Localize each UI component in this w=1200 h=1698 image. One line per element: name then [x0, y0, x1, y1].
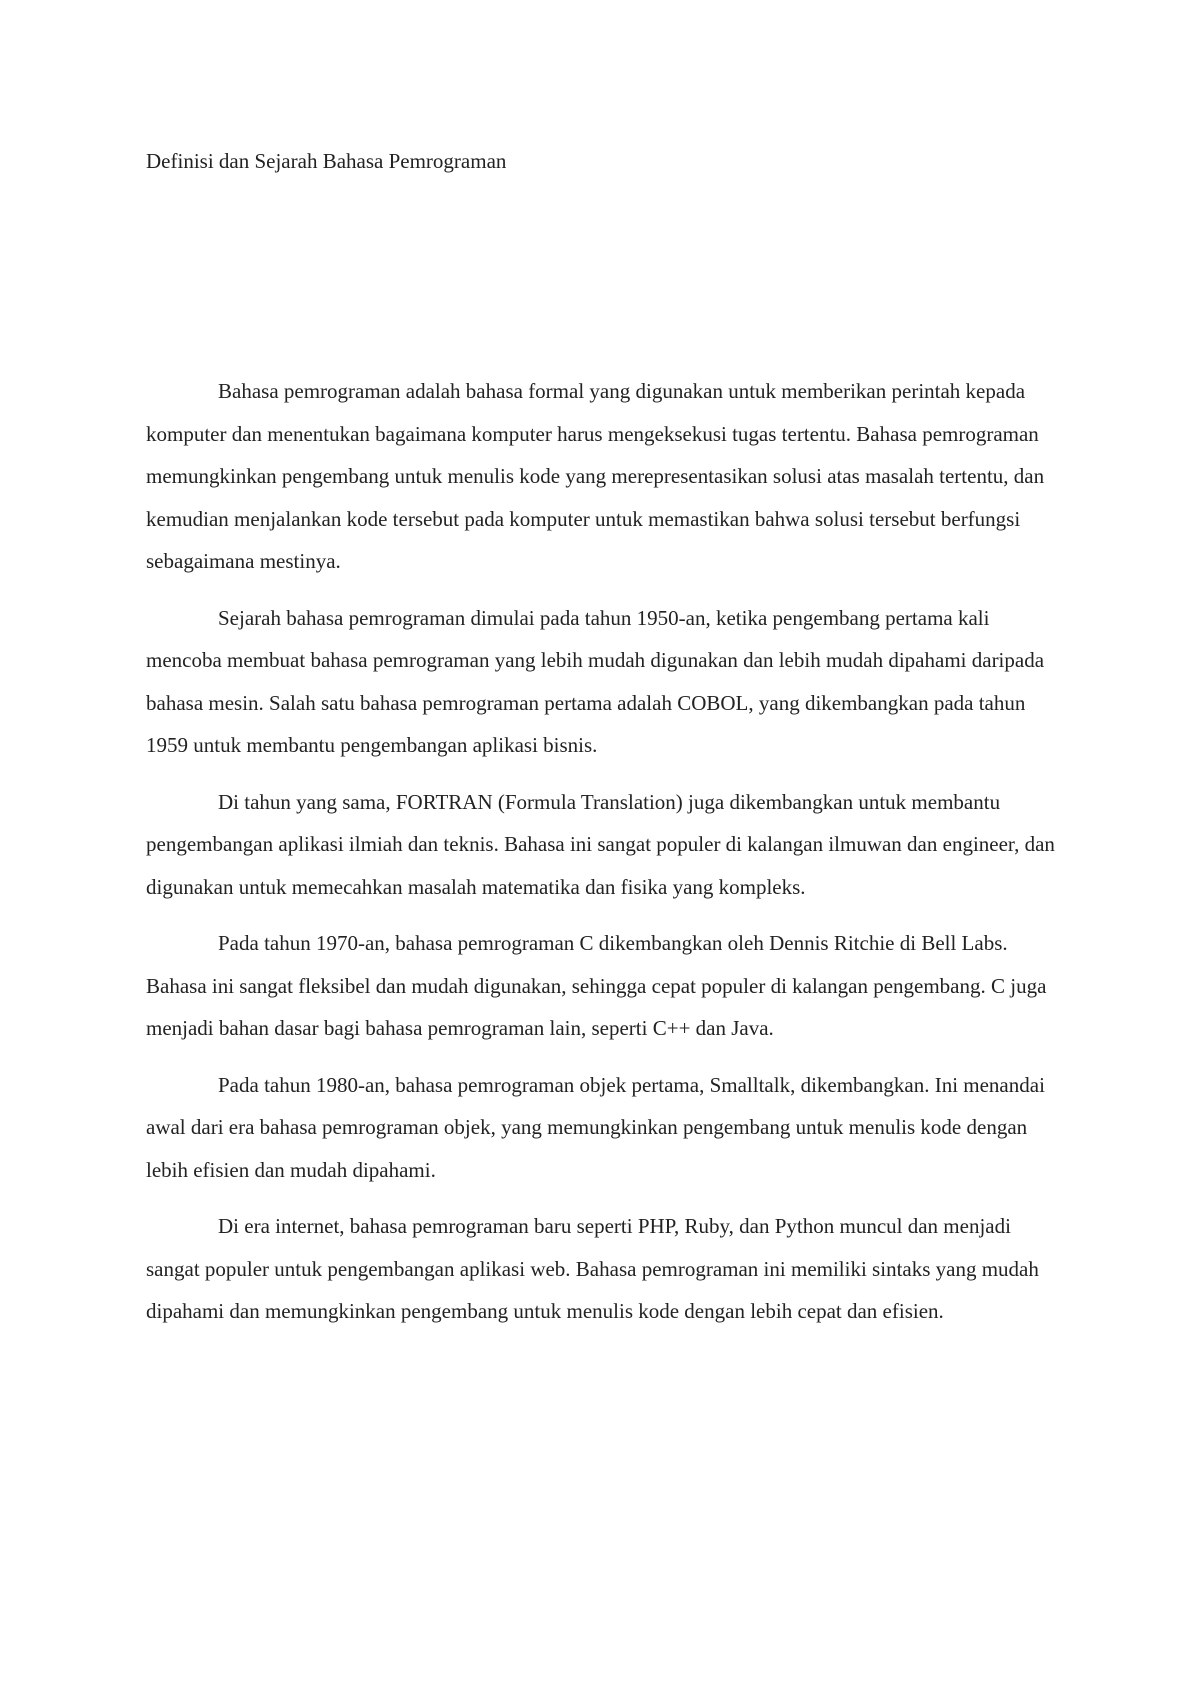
paragraph-history-1950s: Sejarah bahasa pemrograman dimulai pada tahun 1950-an, ketika pengembang pertama kali mencoba membuat bahasa pemrograman yang lebih mudah digunakan dan lebih mudah dipahami daripada bahasa mesin. Salah satu bahasa pemrograman pertama adalah COBOL, yang dikembangkan pada tahun 1959 untuk membantu pengembangan aplikasi bisnis. [146, 605, 1045, 757]
paragraph-c-language: Pada tahun 1970-an, bahasa pemrograman C dikembangkan oleh Dennis Ritchie di Bell Labs. Bahasa ini sangat fleksibel dan mudah digunakan, sehingga cepat populer di kalangan pengembang. C juga menjadi bahan dasar bagi bahasa pemrograman lain, seperti C++ dan Java. [146, 931, 1047, 1040]
paragraph-smalltalk: Pada tahun 1980-an, bahasa pemrograman objek pertama, Smalltalk, dikembangkan. Ini menandai awal dari era bahasa pemrograman objek, yang memungkinkan pengembang untuk menulis kode dengan lebih efisien dan mudah dipahami. [146, 1072, 1045, 1182]
paragraph-internet-era: Di era internet, bahasa pemrograman baru seperti PHP, Ruby, dan Python muncul dan menjadi sangat populer untuk pengembangan aplikasi web. Bahasa pemrograman ini memiliki sintaks yang mudah dipahami dan memungkinkan pengembang untuk menulis kode dengan lebih cepat dan efisien. [146, 1214, 1039, 1323]
paragraph-definition: Bahasa pemrograman adalah bahasa formal yang digunakan untuk memberikan perintah kepada komputer dan menentukan bagaimana komputer harus mengeksekusi tugas tertentu. Bahasa pemrograman memungkinkan pengembang untuk menulis kode yang merepresentasikan solusi atas masalah tertentu, dan kemudian menjalankan kode tersebut pada komputer untuk memastikan bahwa solusi tersebut berfungsi sebagaimana mestinya. [146, 379, 1045, 573]
paragraph-fortran: Di tahun yang sama, FORTRAN (Formula Translation) juga dikembangkan untuk membantu pengembangan aplikasi ilmiah dan teknis. Bahasa ini sangat populer di kalangan ilmuwan dan engineer, dan digunakan untuk memecahkan masalah matematika dan fisika yang kompleks. [146, 789, 1055, 899]
document-body [146, 370, 1066, 1347]
document-title: Definisi dan Sejarah Bahasa Pemrograman [146, 149, 507, 173]
